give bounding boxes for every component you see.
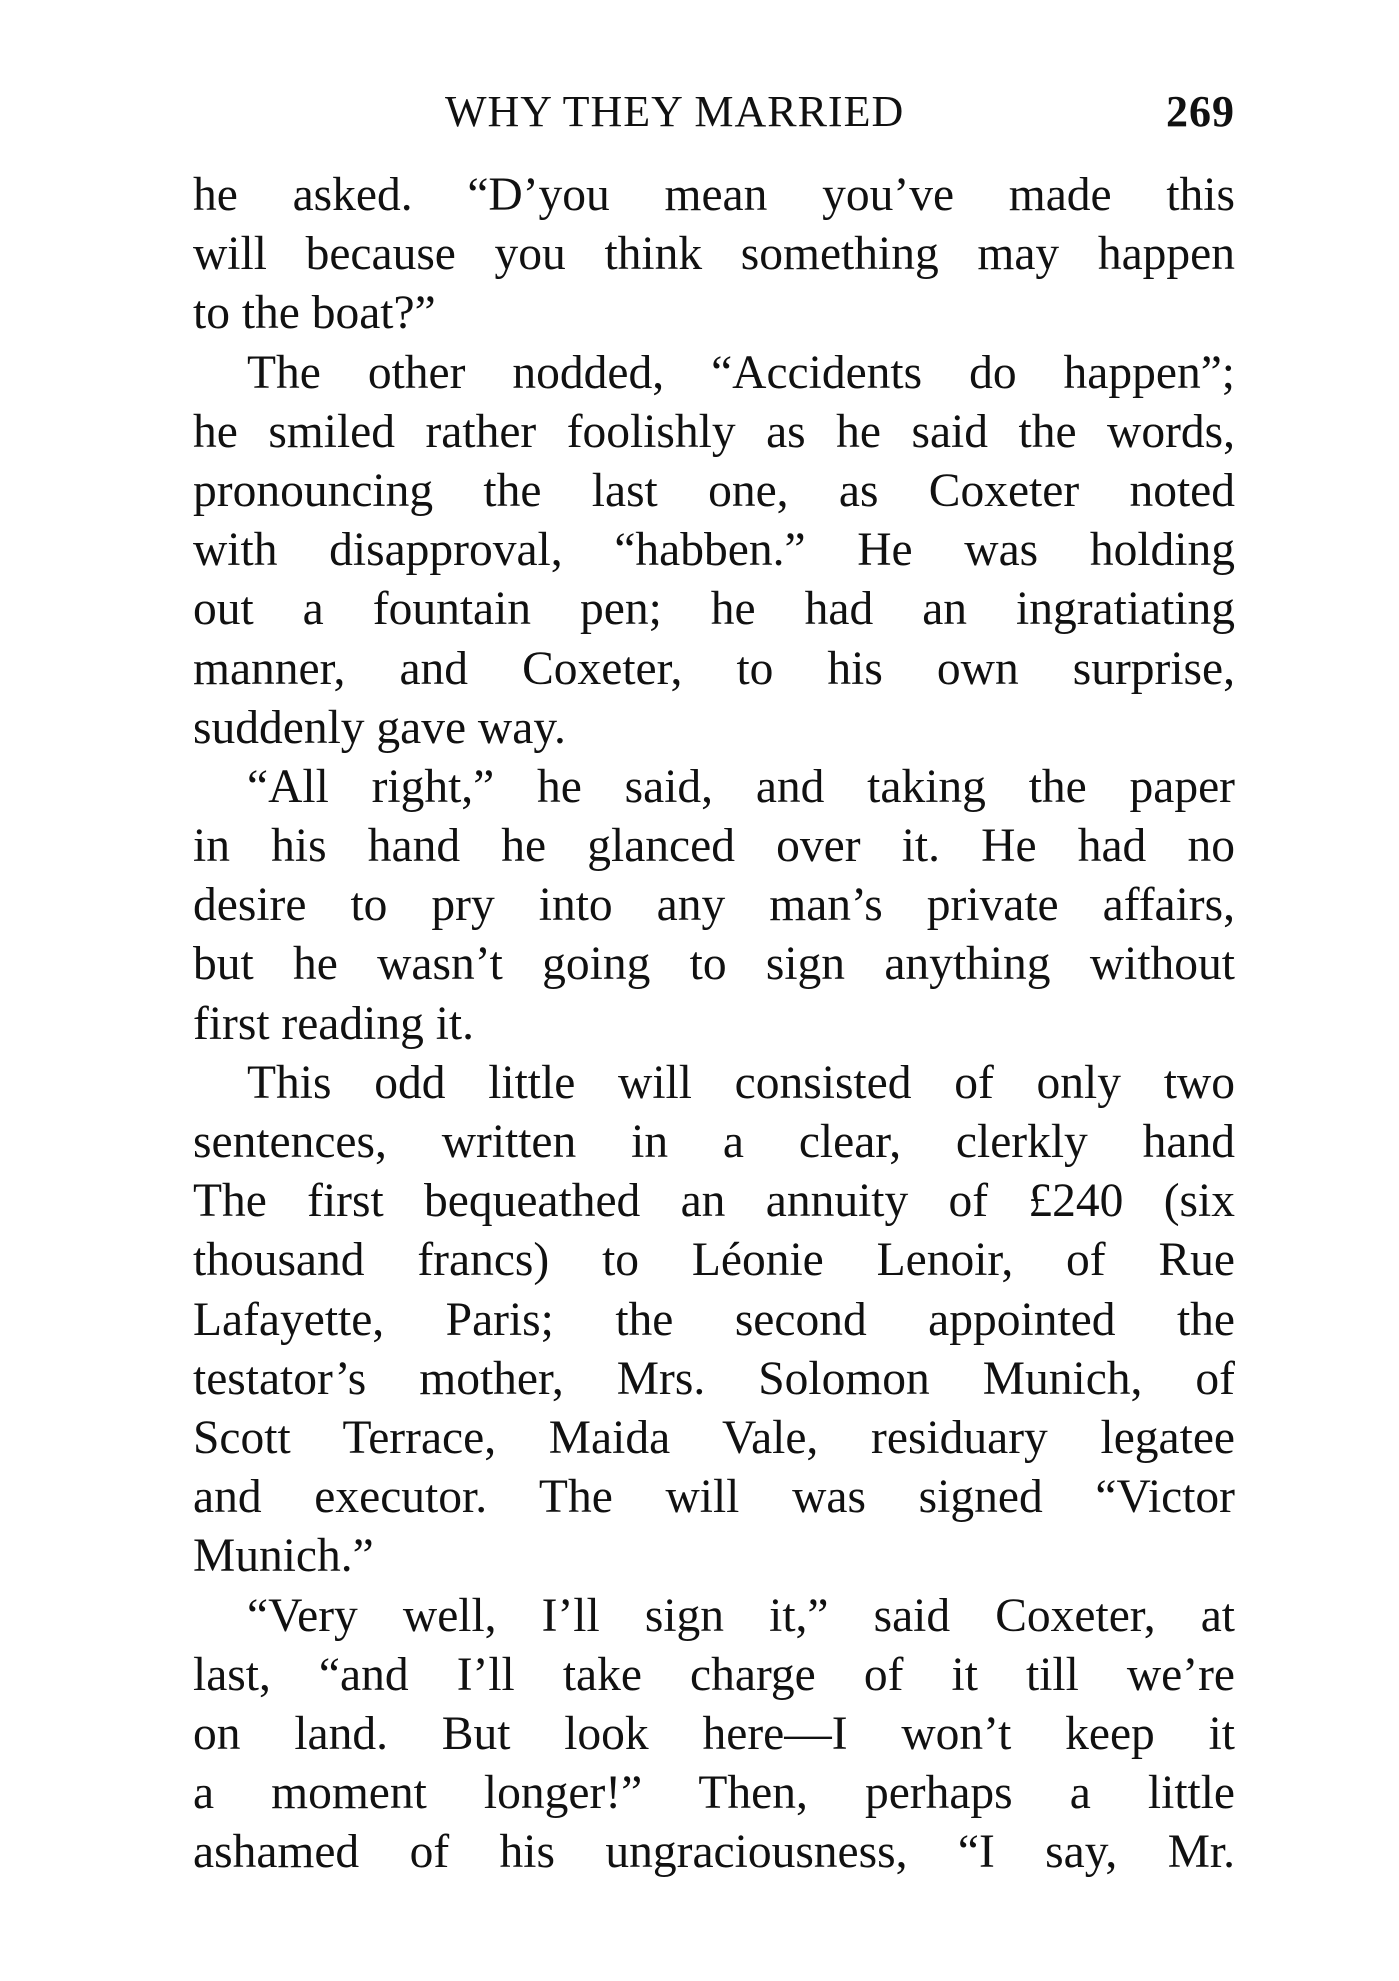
text-line: a moment longer!” Then, perhaps a little [193, 1767, 1235, 1820]
text-line: last, “and I’ll take charge of it till we’re [193, 1648, 1235, 1701]
running-title: WHY THEY MARRIED [445, 87, 905, 136]
text-line: testator’s mother, Mrs. Solomon Munich, of [193, 1352, 1235, 1405]
text-line: and executor. The will was signed “Victor [193, 1471, 1235, 1524]
text-line: out a fountain pen; he had an ingratiating [193, 583, 1235, 636]
text-line: in his hand he glanced over it. He had no [193, 820, 1235, 873]
text-line: Munich.” [193, 1530, 374, 1583]
text-line: with disapproval, “habben.” He was holding [193, 524, 1235, 577]
text-line: sentences, written in a clear, clerkly hand [193, 1116, 1235, 1168]
text-line: Lafayette, Paris; the second appointed the [193, 1293, 1235, 1346]
page-header [195, 86, 1235, 146]
text-line: The other nodded, “Accidents do happen”; [247, 346, 1235, 399]
text-line: on land. But look here—I won’t keep it [193, 1707, 1235, 1760]
body-text [193, 166, 1235, 1882]
text-line: desire to pry into any man’s private affairs, [193, 879, 1235, 932]
text-line: will because you think something may happen [193, 228, 1235, 281]
text-line: The first bequeathed an annuity of £240 (six [193, 1175, 1235, 1228]
text-line: but he wasn’t going to sign anything without [193, 938, 1235, 991]
text-line: ashamed of his ungraciousness, “I say, Mr. [193, 1826, 1235, 1879]
text-line: thousand francs) to Léonie Lenoir, of Rue [193, 1234, 1235, 1287]
page-number: 269 [1166, 87, 1235, 136]
text-line: “All right,” he said, and taking the paper [247, 760, 1235, 813]
text-line: to the boat?” [193, 287, 436, 340]
text-line: pronouncing the last one, as Coxeter noted [193, 464, 1235, 517]
text-line: he asked. “D’you mean you’ve made this [193, 169, 1235, 221]
text-line: suddenly gave way. [193, 701, 566, 754]
text-line: This odd little will consisted of only two [247, 1056, 1235, 1109]
text-line: he smiled rather foolishly as he said the words, [193, 405, 1235, 458]
text-line: “Very well, I’ll sign it,” said Coxeter, at [247, 1589, 1235, 1642]
text-line: Scott Terrace, Maida Vale, residuary legatee [193, 1411, 1235, 1464]
text-line: first reading it. [193, 997, 474, 1050]
text-line: manner, and Coxeter, to his own surprise, [193, 642, 1235, 695]
